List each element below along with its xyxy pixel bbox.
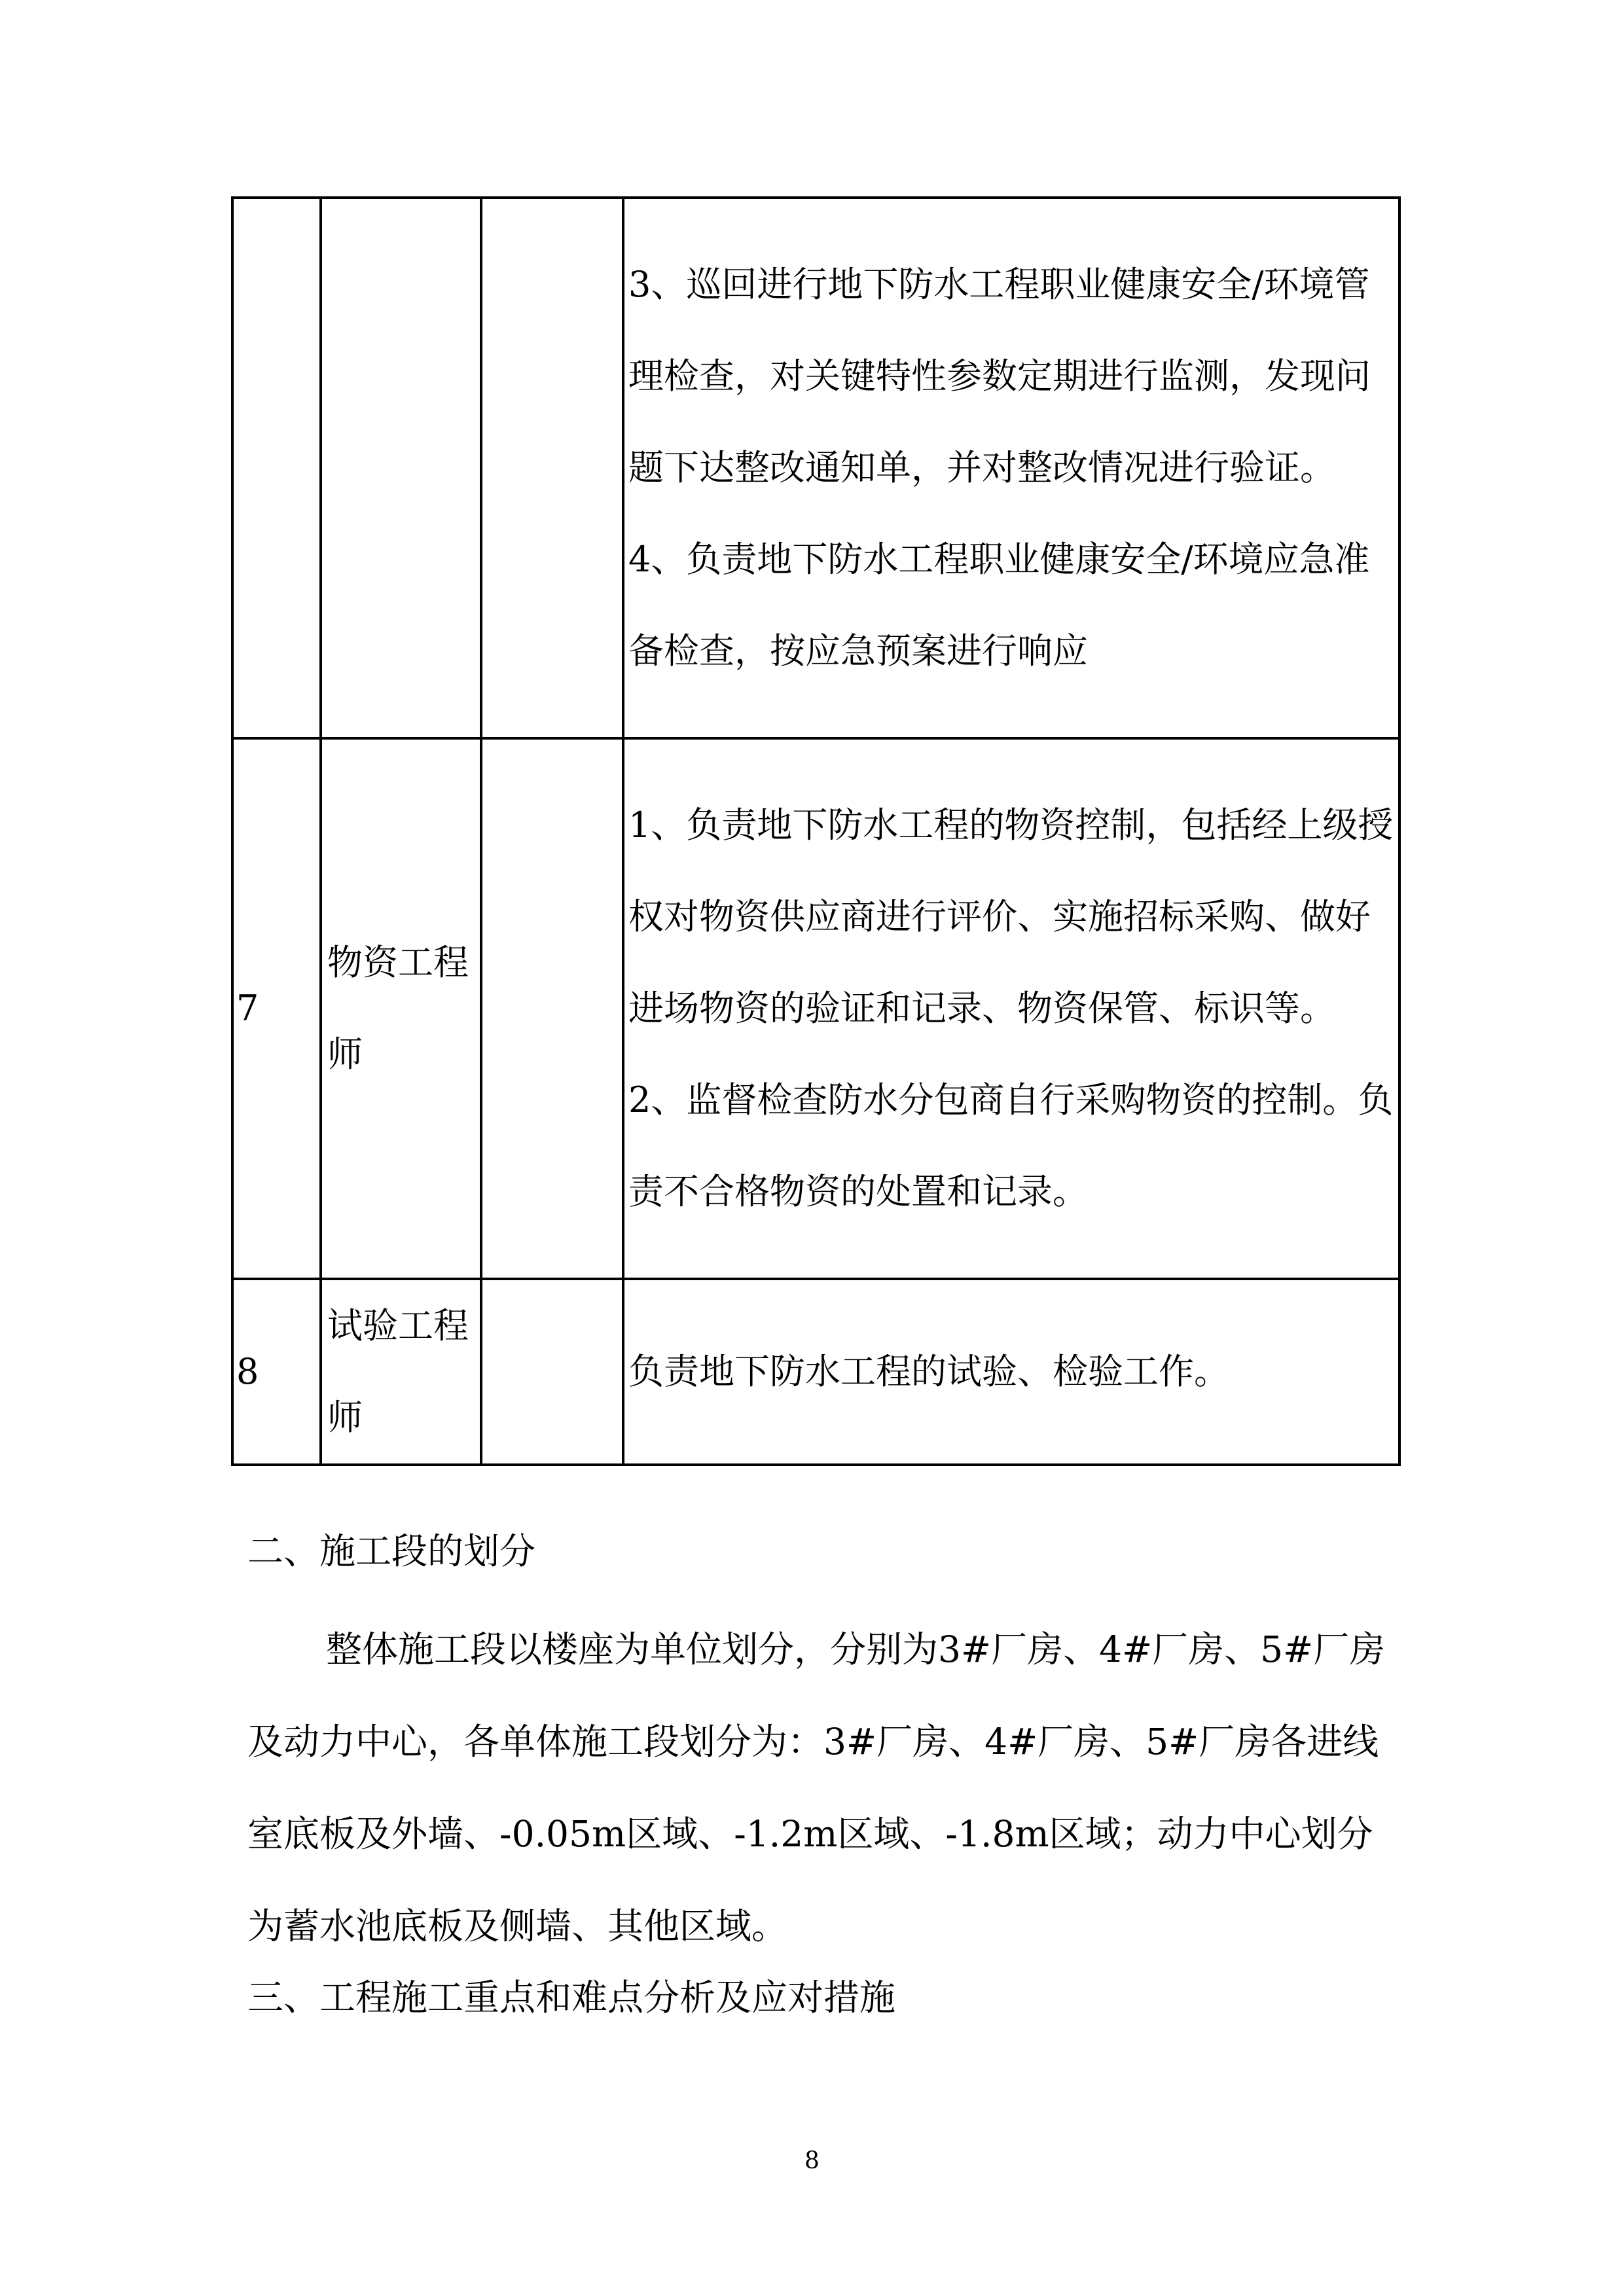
duty-item: 1、负责地下防水工程的物资控制，包括经上级授权对物资供应商进行评价、实施招标采购、做好进场物资的验证和记录、物资保管、标识等。 — [628, 804, 1394, 1029]
section-heading: 二、施工段的划分 — [247, 1530, 536, 1572]
position-cell: 试验工程师 — [321, 1279, 481, 1465]
section-heading: 三、工程施工重点和难点分析及应对措施 — [247, 1977, 896, 2018]
table-row — [232, 738, 1399, 1279]
row-number-cell: 7 — [232, 738, 321, 1279]
duties-cell — [623, 1279, 1399, 1465]
blank-cell — [481, 1279, 623, 1465]
duty-item: 4、负责地下防水工程职业健康安全/环境应急准备检查，按应急预案进行响应 — [628, 539, 1370, 672]
page-number: 8 — [804, 2147, 820, 2174]
responsibility-table — [231, 196, 1401, 1466]
blank-cell — [481, 738, 623, 1279]
duty-item: 负责地下防水工程的试验、检验工作。 — [628, 1351, 1229, 1392]
table-row — [232, 198, 1399, 738]
duty-item: 3、巡回进行地下防水工程职业健康安全/环境管理检查，对关键特性参数定期进行监测，发现问题下达整改通知单，并对整改情况进行验证。 — [628, 264, 1371, 488]
table-row — [232, 1279, 1399, 1465]
duties-cell — [623, 198, 1399, 738]
position-cell — [321, 198, 481, 738]
row-number-cell — [232, 198, 321, 738]
position-cell: 物资工程师 — [321, 738, 481, 1279]
row-number-cell: 8 — [232, 1279, 321, 1465]
body-paragraph: 整体施工段以楼座为单位划分，分别为3#厂房、4#厂房、5#厂房及动力中心，各单体施工段划分为：3#厂房、4#厂房、5#厂房各进线室底板及外墙、-0.05m区域、-1.2m区域、-1.8m区域；动力中心划分为蓄水池底板及侧墙、其他区域。 — [247, 1628, 1386, 1947]
duty-item: 2、监督检查防水分包商自行采购物资的控制。负责不合格物资的处置和记录。 — [628, 1079, 1394, 1212]
blank-cell — [481, 198, 623, 738]
duties-cell — [623, 738, 1399, 1279]
